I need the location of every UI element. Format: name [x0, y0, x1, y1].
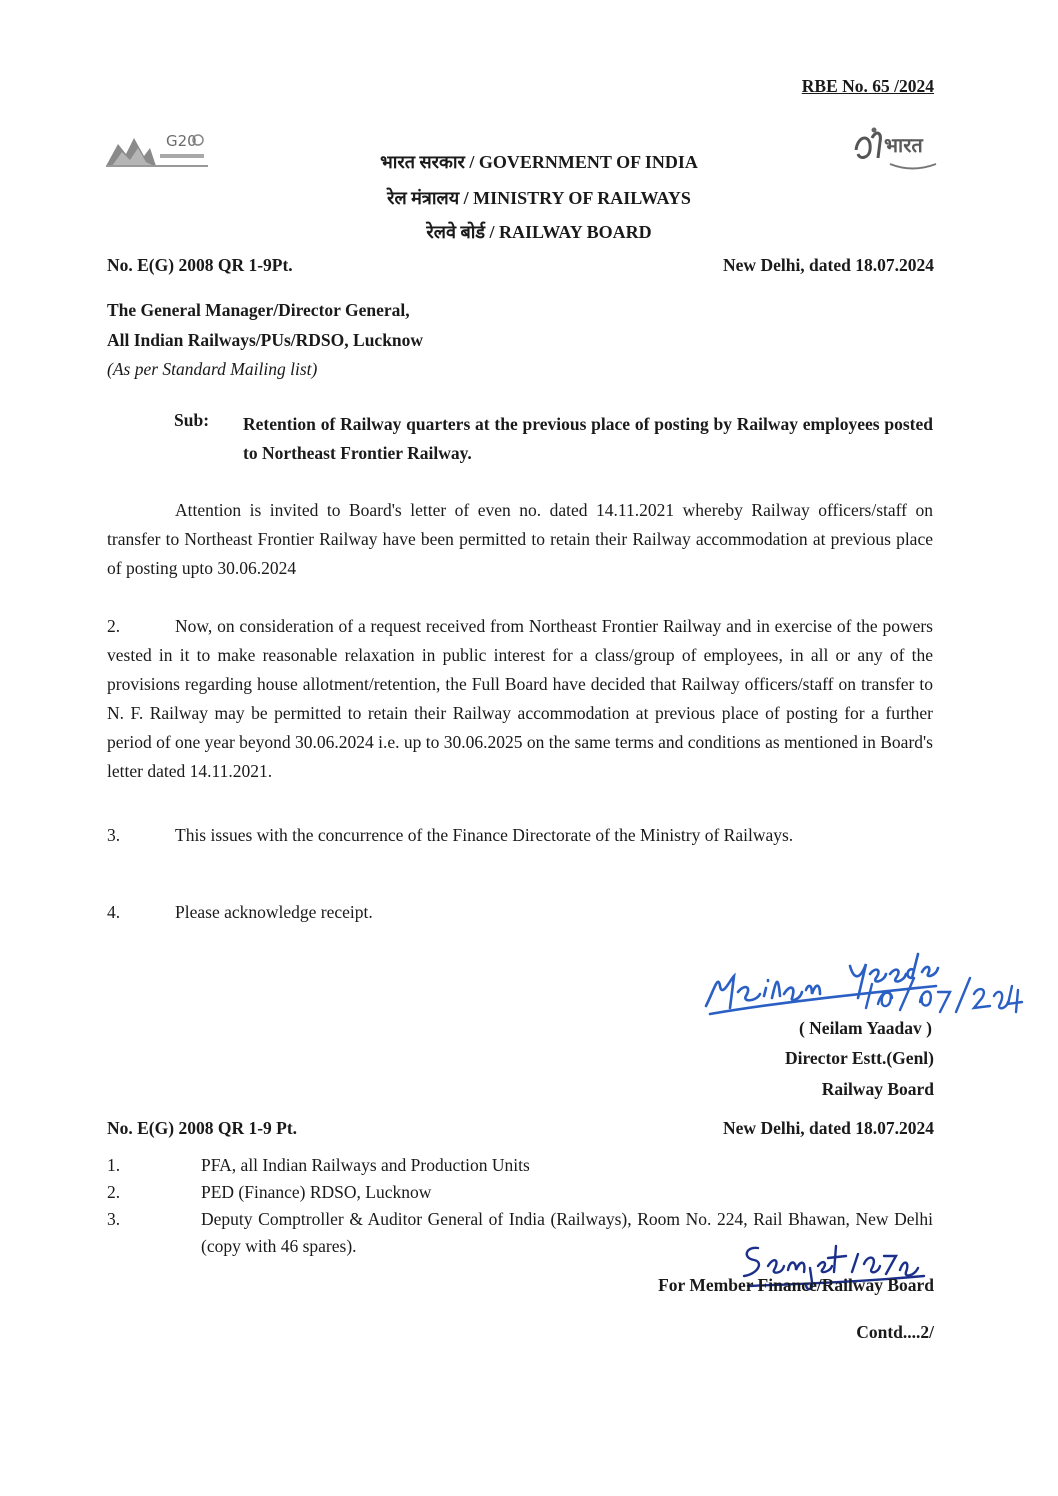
- paragraph-3-number: 3.: [107, 825, 121, 845]
- paragraph-3: [107, 821, 933, 850]
- addressee-line-2: All Indian Railways/PUs/RDSO, Lucknow: [107, 330, 424, 350]
- paragraph-2-text: Now, on consideration of a request received from Northeast Frontier Railway and in exercise of the powers vested in it to make reasonable relaxation in public interest for a class/group of employees, in all or any of the provisions regarding house allotment/retention, the Full Board have decided that Railway officers/staff on transfer to N. F. Railway may be permitted to retain their Railway accommodation at previous place of posting for a further period of one year beyond 30.06.2024 i.e. up to 30.06.2025 on the same terms and conditions as mentioned in Board's letter dated 14.11.2021.: [107, 616, 933, 781]
- list-item: 1. PFA, all Indian Railways and Production Units: [107, 1155, 530, 1175]
- signatory-office: Railway Board: [821, 1079, 934, 1099]
- header-ministry: रेल मंत्रालय / MINISTRY OF RAILWAYS: [387, 188, 691, 208]
- paragraph-2-number: 2.: [107, 616, 121, 636]
- addressee-line-3: (As per Standard Mailing list): [107, 359, 318, 379]
- paragraph-3-text: This issues with the concurrence of the Finance Directorate of the Ministry of Railways.: [175, 825, 794, 845]
- subject-label: Sub:: [174, 410, 210, 430]
- svg-text:G20: G20: [166, 132, 197, 150]
- svg-text:भारत: भारत: [884, 133, 923, 157]
- signatory-name: ( Neilam Yaadav ): [798, 1018, 932, 1038]
- place-date: New Delhi, dated 18.07.2024: [723, 255, 934, 275]
- addressee-line-1: The General Manager/Director General,: [107, 300, 410, 320]
- copy-file-number: No. E(G) 2008 QR 1-9 Pt.: [107, 1118, 298, 1138]
- continued-marker: Contd....2/: [856, 1322, 934, 1342]
- paragraph-1-text: Attention is invited to Board's letter of even no. dated 14.11.2021 whereby Railway officers/staff on transfer to Northeast Frontier Railway have been permitted to retain their Railway accommodation at previous place of posting upto 30.06.2024: [107, 500, 933, 578]
- for-member-finance: For Member Finance/Railway Board: [658, 1275, 934, 1295]
- file-number: No. E(G) 2008 QR 1-9Pt.: [107, 255, 293, 275]
- rbe-number: RBE No. 65 /2024: [801, 76, 934, 96]
- paragraph-4: [107, 898, 933, 927]
- signatory-designation: Director Estt.(Genl): [784, 1048, 934, 1068]
- copy-place-date: New Delhi, dated 18.07.2024: [723, 1118, 934, 1138]
- list-item: 3. Deputy Comptroller & Auditor General of India (Railways), Room No. 224, Rail Bhawan, New Delhi (copy with 46 spares).: [107, 1209, 933, 1256]
- paragraph-4-number: 4.: [107, 902, 121, 922]
- signature-date-1: [836, 970, 1026, 1020]
- header-government: भारत सरकार / GOVERNMENT OF INDIA: [380, 152, 698, 172]
- subject-text: Retention of Railway quarters at the previous place of posting by Railway employees posted to Northeast Frontier Railway.: [243, 414, 933, 463]
- paragraph-2: [107, 612, 933, 786]
- paragraph-1: [107, 496, 933, 583]
- header-board: रेलवे बोर्ड / RAILWAY BOARD: [426, 222, 652, 242]
- paragraph-4-text: Please acknowledge receipt.: [175, 902, 373, 922]
- list-item: 2. PED (Finance) RDSO, Lucknow: [107, 1182, 432, 1202]
